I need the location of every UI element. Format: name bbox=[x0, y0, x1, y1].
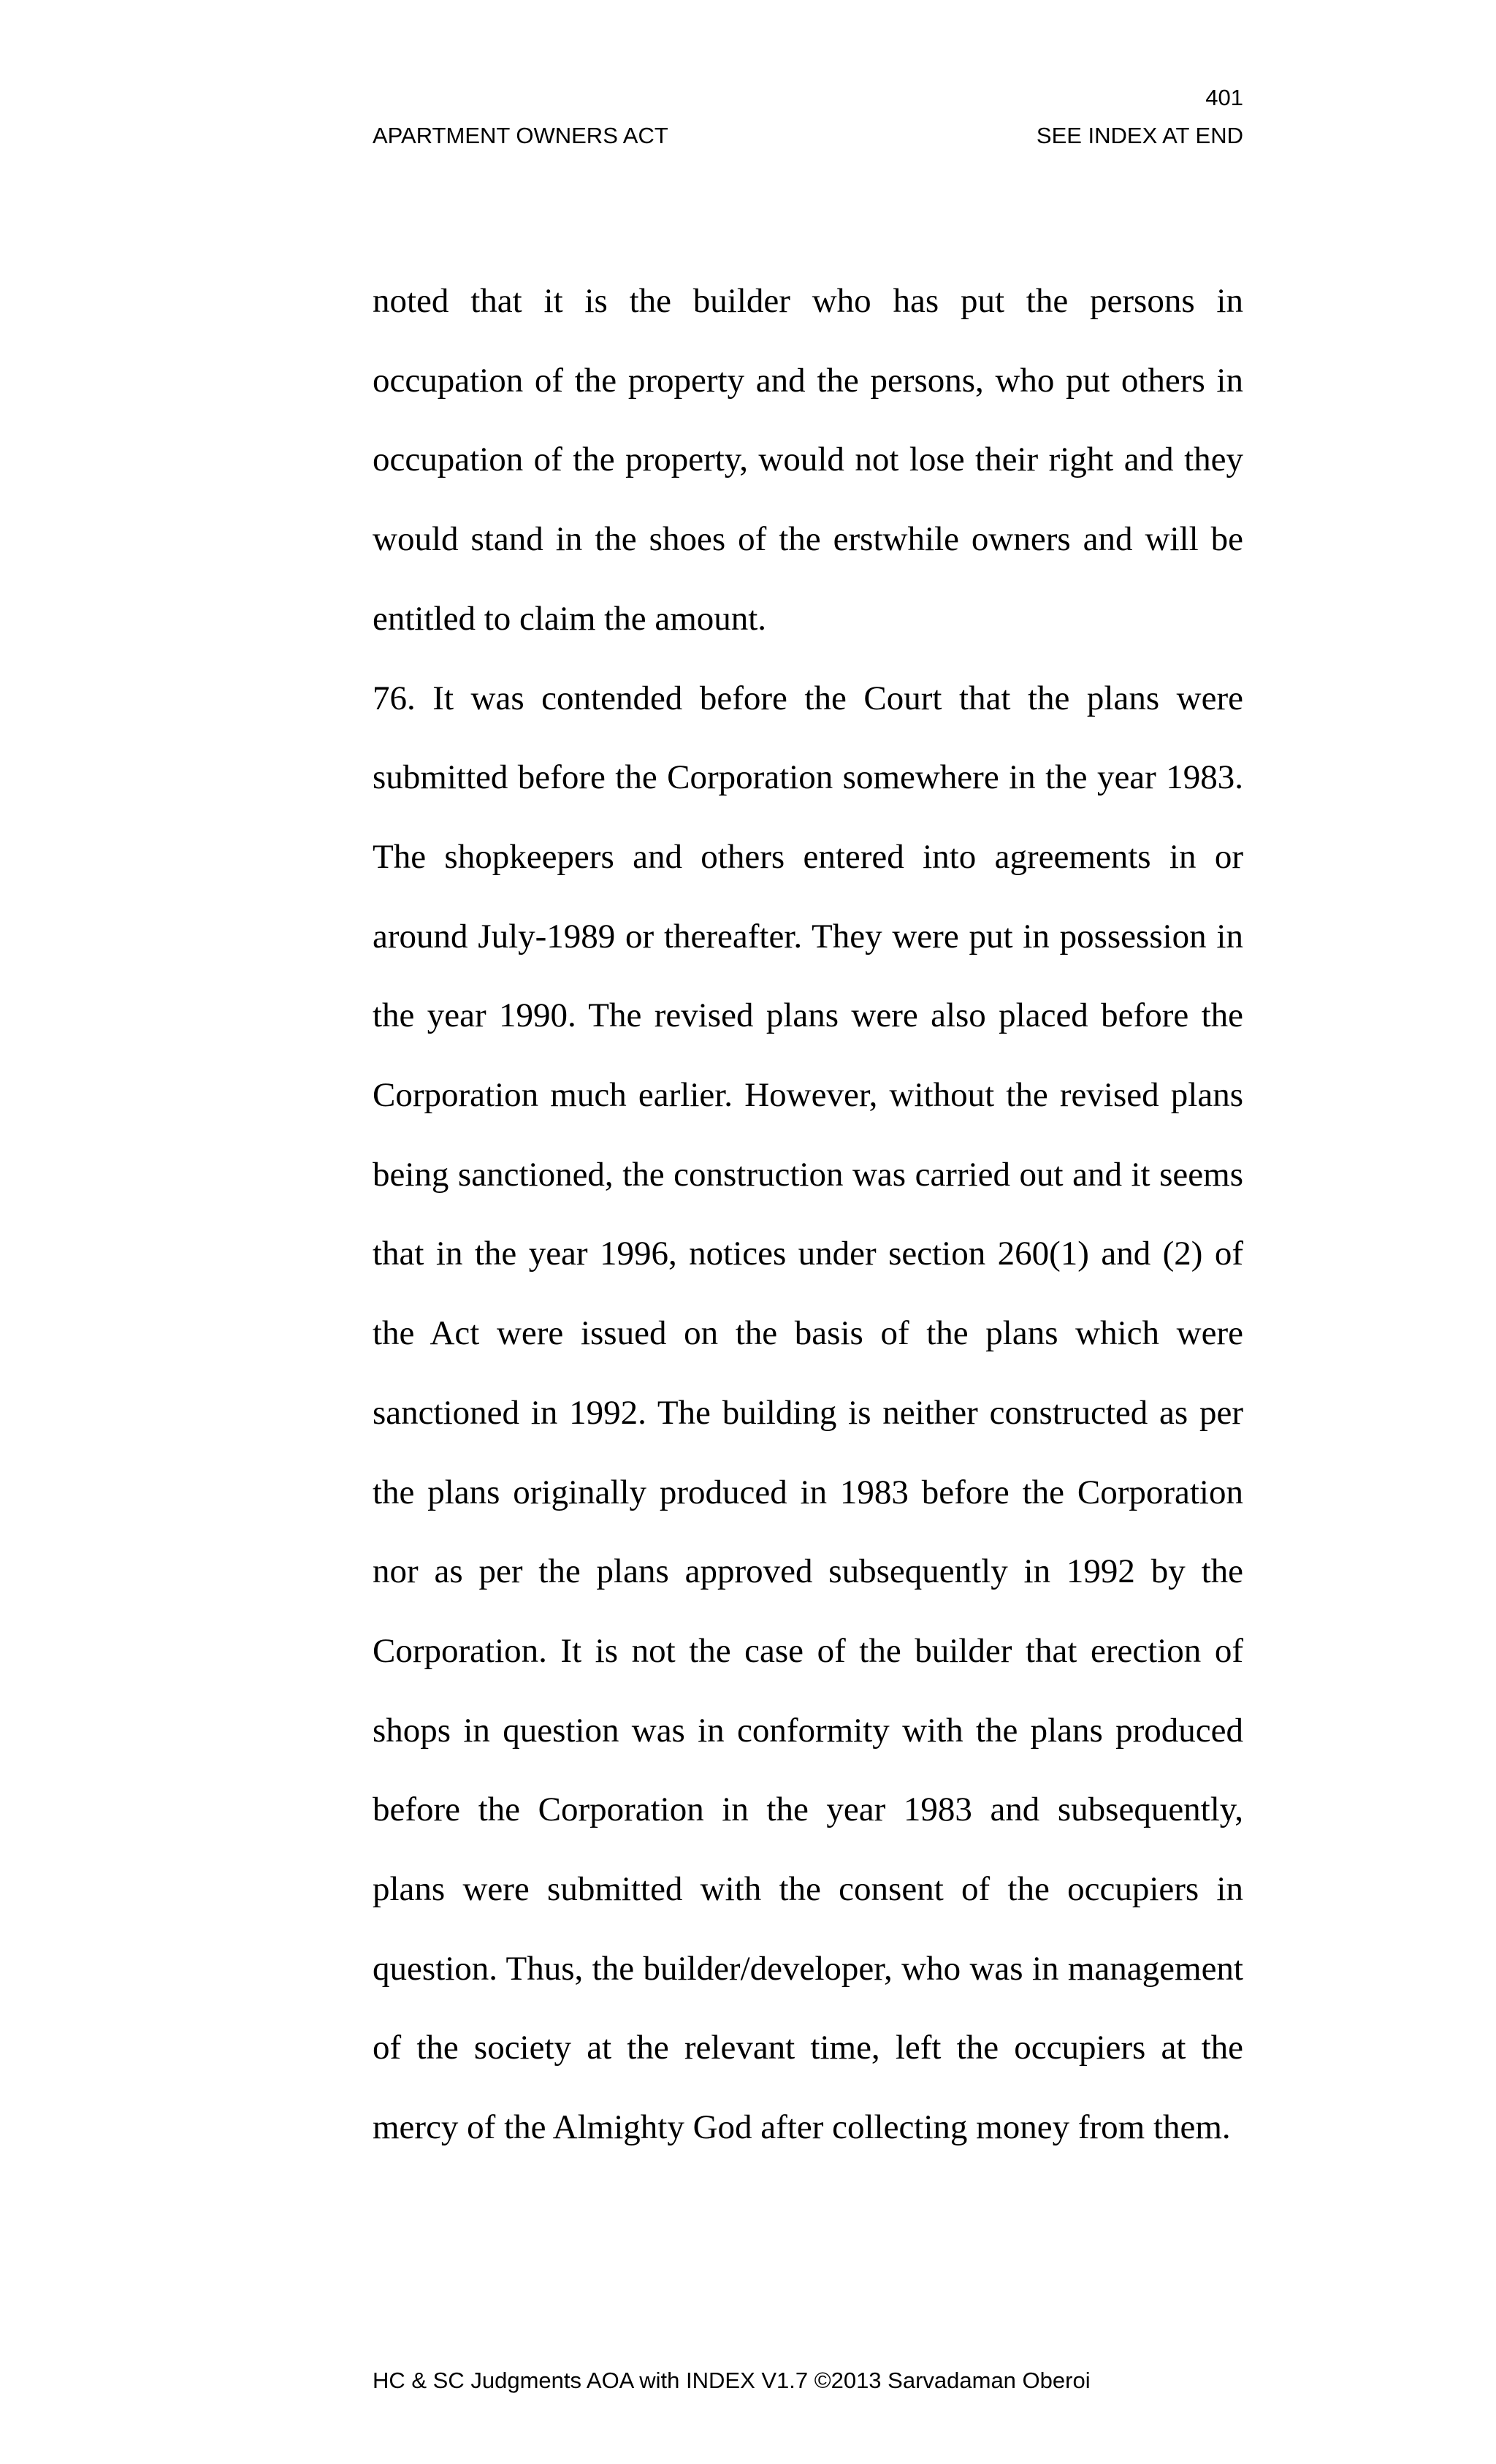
header-title-right: SEE INDEX AT END bbox=[1036, 123, 1243, 148]
paragraph: 76. It was contended before the Court that the plans were submitted before the Corporation somewhere in the year 1983. The shopkeepers and others entered into agreements in or around July-1989 or thereafter. They were put in possession in the year 1990. The revised plans were also placed before the Corporation much earlier. However, without the revised plans being sanctioned, the construction was carried out and it seems that in the year 1996, notices under section 260(1) and (2) of the Act were issued on the basis of the plans which were sanctioned in 1992. The building is neither constructed as per the plans originally produced in 1983 before the Corporation nor as per the plans approved subsequently in 1992 by the Corporation. It is not the case of the builder that erection of shops in question was in conformity with the plans produced before the Corporation in the year 1983 and subsequently, plans were submitted with the consent of the occupiers in question. Thus, the builder/developer, who was in management of the society at the relevant time, left the occupiers at the mercy of the Almighty God after collecting money from them. bbox=[373, 679, 1243, 2147]
page-footer: HC & SC Judgments AOA with INDEX V1.7 ©2013 Sarvadaman Oberoi bbox=[373, 2368, 1091, 2393]
page-number: 401 bbox=[1205, 85, 1243, 110]
running-header bbox=[373, 124, 1243, 147]
paragraph: noted that it is the builder who has put the persons in occupation of the property and the persons, who put others in occupation of the property, would not lose their right and they would stand in the shoes of the erstwhile owners and will be entitled to claim the amount. bbox=[373, 282, 1243, 638]
document-body bbox=[373, 262, 1243, 2167]
header-title-left: APARTMENT OWNERS ACT bbox=[373, 123, 668, 148]
